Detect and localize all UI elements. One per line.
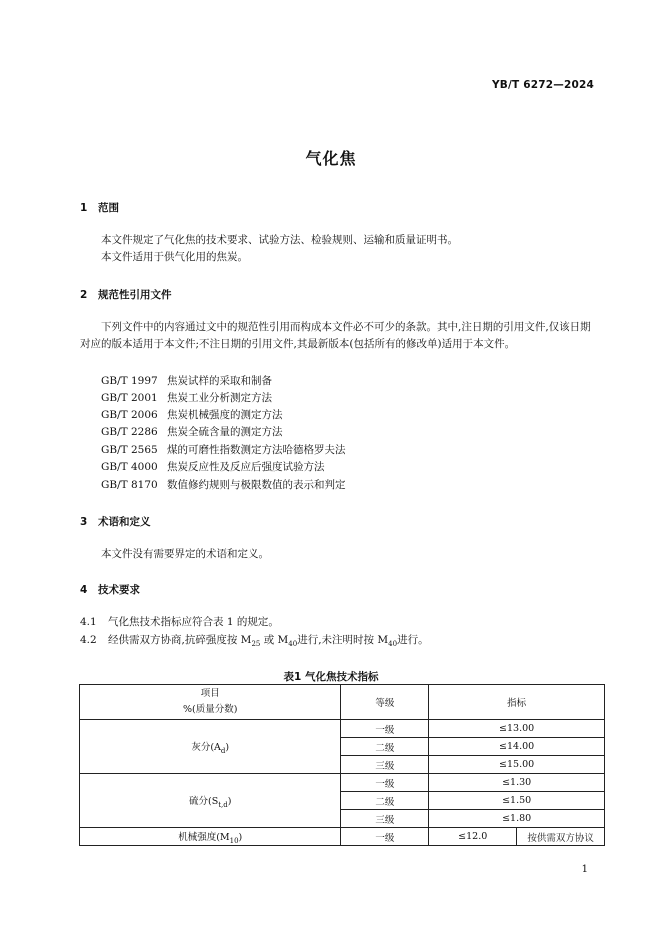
table-row	[80, 774, 605, 792]
grade-cell: 三级	[341, 810, 429, 828]
section-heading-technical-requirements	[80, 582, 140, 597]
strength-label-text: 机械强度(M	[178, 831, 230, 843]
document-title: 气化焦	[305, 149, 357, 168]
table-row	[80, 720, 605, 738]
page-number: 1	[581, 864, 588, 875]
note-cell: 按供需双方协议	[517, 828, 605, 846]
section-heading-scope	[80, 200, 119, 215]
section-title: 范围	[98, 202, 119, 214]
grade-cell: 一级	[341, 828, 429, 846]
clause-text-part: 或 M	[260, 634, 289, 646]
reference-item	[101, 373, 272, 388]
section-title: 技术要求	[98, 584, 140, 596]
header-item-label: 项目	[200, 688, 220, 699]
clause-text: 气化焦技术指标应符合表 1 的规定。	[108, 616, 279, 628]
reference-title: 煤的可磨性指数测定方法哈德格罗夫法	[167, 444, 346, 456]
reference-item	[101, 477, 346, 492]
reference-title: 焦炭反应性及反应后强度试验方法	[167, 461, 325, 473]
reference-code: GB/T 4000	[101, 461, 158, 473]
strength-label	[80, 828, 341, 846]
header-item	[80, 685, 341, 720]
clause-4-1	[80, 614, 279, 629]
header-grade: 等级	[341, 685, 429, 720]
clause-text-part: 经供需双方协商,抗碎强度按 M	[108, 634, 252, 646]
section-heading-terms	[80, 514, 151, 529]
reference-title: 焦炭工业分析测定方法	[167, 392, 272, 404]
reference-item	[101, 390, 272, 405]
reference-item	[101, 442, 346, 457]
section-title: 规范性引用文件	[98, 289, 172, 301]
section-number: 2	[80, 289, 88, 301]
section-number: 1	[80, 202, 88, 214]
value-cell: ≤12.0	[429, 828, 517, 846]
section-title: 术语和定义	[98, 516, 151, 528]
reference-title: 数值修约规则与极限数值的表示和判定	[167, 479, 346, 491]
reference-title: 焦炭试样的采取和制备	[167, 375, 272, 387]
subscript: t,d	[218, 800, 228, 809]
sulfur-label-text: 硫分(S	[189, 795, 219, 807]
table-row	[80, 828, 605, 846]
paragraph: 下列文件中的内容通过文中的规范性引用而构成本文件必不可少的条款。其中,注日期的引用文件,仅该日期对应的版本适用于本文件;不注日期的引用文件,其最新版本(包括所有的修改单)适用于本文件。	[80, 321, 591, 350]
ash-label-close: )	[225, 741, 230, 753]
subscript: 10	[229, 836, 239, 845]
standard-code: YB/T 6272—2024	[491, 79, 594, 91]
paragraph: 本文件没有需要界定的术语和定义。	[101, 548, 269, 560]
sulfur-label-close: )	[227, 795, 232, 807]
table-caption: 表1 气化焦技术指标	[283, 671, 379, 683]
ash-label-text: 灰分(A	[191, 741, 221, 753]
reference-title: 焦炭全硫含量的测定方法	[167, 426, 283, 438]
subscript: 40	[388, 640, 398, 649]
reference-title: 焦炭机械强度的测定方法	[167, 409, 283, 421]
grade-cell: 二级	[341, 792, 429, 810]
value-cell: ≤1.50	[429, 792, 605, 810]
subscript: 40	[288, 640, 298, 649]
reference-code: GB/T 2006	[101, 409, 158, 421]
technical-indicators-table	[79, 684, 605, 846]
clause-text-part: 进行。	[397, 634, 429, 646]
value-cell: ≤13.00	[429, 720, 605, 738]
reference-code: GB/T 2001	[101, 392, 158, 404]
section-number: 4	[80, 584, 88, 596]
header-unit-label: %(质量分数)	[183, 704, 238, 715]
reference-code: GB/T 2286	[101, 426, 158, 438]
header-index: 指标	[429, 685, 605, 720]
grade-cell: 三级	[341, 756, 429, 774]
reference-code: GB/T 2565	[101, 444, 158, 456]
sulfur-label	[80, 774, 341, 828]
table-header-row	[80, 685, 605, 720]
value-cell: ≤14.00	[429, 738, 605, 756]
grade-cell: 二级	[341, 738, 429, 756]
value-cell: ≤1.80	[429, 810, 605, 828]
ash-label	[80, 720, 341, 774]
subscript: d	[220, 746, 226, 755]
clause-text-part: 进行,未注明时按 M	[297, 634, 389, 646]
paragraph: 本文件规定了气化焦的技术要求、试验方法、检验规则、运输和质量证明书。	[101, 234, 458, 246]
grade-cell: 一级	[341, 774, 429, 792]
reference-item	[101, 424, 283, 439]
reference-code: GB/T 8170	[101, 479, 158, 491]
clause-4-2	[80, 632, 429, 648]
clause-number: 4.1	[80, 616, 97, 628]
reference-code: GB/T 1997	[101, 375, 158, 387]
paragraph: 本文件适用于供气化用的焦炭。	[101, 251, 248, 263]
section-number: 3	[80, 516, 88, 528]
clause-number: 4.2	[80, 634, 97, 646]
grade-cell: 一级	[341, 720, 429, 738]
section-heading-references	[80, 287, 172, 302]
subscript: 25	[251, 640, 261, 649]
reference-item	[101, 459, 325, 474]
reference-item	[101, 407, 283, 422]
value-cell: ≤15.00	[429, 756, 605, 774]
value-cell: ≤1.30	[429, 774, 605, 792]
strength-label-close: )	[238, 831, 243, 843]
